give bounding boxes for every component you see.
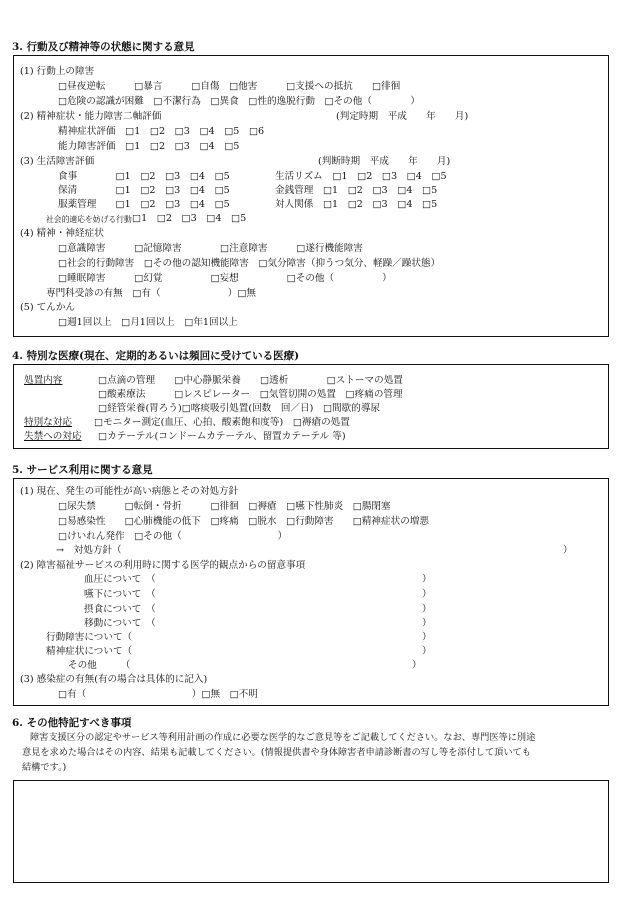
s5-swallow-close: ） bbox=[422, 589, 432, 600]
s3-medication-rating[interactable]: 服薬管理 □1 □2 □3 □4 □5 bbox=[58, 199, 230, 210]
s5-bp-close: ） bbox=[422, 574, 432, 585]
s3-psych-heading: (2) 精神症状・能力障害二軸評価 bbox=[20, 111, 162, 122]
s3-social-behavior-label: 社会的適応を妨げる行動 bbox=[46, 215, 132, 224]
s5-behavior-close: ） bbox=[422, 632, 432, 643]
s5-condition-row2[interactable]: □易感染性 □心肺機能の低下 □疼痛 □脱水 □行動障害 □精神症状の増悪 bbox=[58, 516, 429, 527]
s4-special-label: 特別な対応 bbox=[24, 417, 72, 428]
s5-policy-close: ） bbox=[563, 545, 573, 556]
s3-behavior-row2[interactable]: □危険の認識が困難 □不潔行為 □異食 □性的逸脱行動 □その他（ ） bbox=[58, 96, 420, 107]
s6-instruction-line3: 結構です。) bbox=[22, 762, 67, 773]
s6-instruction-line1: 障害支援区分の認定やサービス等利用計画の作成に必要な医学的なご意見等をご記載してください。なお、専門医等に別途 bbox=[30, 732, 536, 743]
s3-hygiene-rating[interactable]: 保清 □1 □2 □3 □4 □5 bbox=[58, 185, 230, 196]
s5-mobility-field[interactable]: 移動について （ bbox=[84, 618, 156, 629]
s6-instruction-line2: 意見を求めた場合はその内容、結果も記載してください。(情報提供書や身体障害者申請診断書の写し等を添付して頂いても bbox=[22, 747, 531, 758]
s3-ability-rating[interactable]: 能力障害評価 □1 □2 □3 □4 □5 bbox=[58, 141, 240, 152]
s5-other-field[interactable]: その他 （ bbox=[68, 660, 131, 671]
section6-title: 6. その他特記すべき事項 bbox=[12, 717, 132, 729]
s3-psych-symptom-rating[interactable]: 精神症状評価 □1 □2 □3 □4 □5 □6 bbox=[58, 126, 265, 137]
s5-condition-row3[interactable]: □けいれん発作 □その他（ ） bbox=[58, 531, 288, 542]
s3-life-timing: (判断時期 平成 年 月) bbox=[318, 156, 451, 167]
s3-psych-timing: (判定時期 平成 年 月) bbox=[336, 111, 469, 122]
s3-neuro-row1[interactable]: □意識障害 □記憶障害 □注意障害 □遂行機能障害 bbox=[58, 243, 363, 254]
s4-special-row[interactable]: □モニター測定(血圧、心拍、酸素飽和度等) □褥瘡の処置 bbox=[94, 417, 350, 428]
s4-treatment-row3[interactable]: □経管栄養(胃ろう)□喀痰吸引処置(回数 回／日) □間歇的導尿 bbox=[98, 403, 381, 414]
s3-behavior-heading: (1) 行動上の障害 bbox=[20, 66, 95, 77]
s5-eating-field[interactable]: 摂食について （ bbox=[84, 604, 156, 615]
s5-infection-heading: (3) 感染症の有無(有の場合は具体的に記入) bbox=[20, 674, 208, 685]
s5-eating-close: ） bbox=[422, 604, 432, 615]
s3-behavior-row1[interactable]: □昼夜逆転 □暴言 □自傷 □他害 □支援への抵抗 □徘徊 bbox=[58, 81, 401, 92]
section5-title: 5. サービス利用に関する意見 bbox=[12, 464, 153, 476]
s6-free-text-box[interactable] bbox=[13, 780, 609, 883]
s3-specialist-visit[interactable]: 専門科受診の有無 □有（ ）□無 bbox=[46, 288, 257, 299]
s3-epilepsy-heading: (5) てんかん bbox=[20, 302, 76, 313]
s5-other-close: ） bbox=[412, 660, 422, 671]
s5-condition-row1[interactable]: □尿失禁 □転倒・骨折 □徘徊 □褥瘡 □嚥下性肺炎 □腸閉塞 bbox=[58, 501, 391, 512]
s3-money-rating[interactable]: 金銭管理 □1 □2 □3 □4 □5 bbox=[275, 185, 438, 196]
s5-psych-close: ） bbox=[422, 646, 432, 657]
s5-condition-heading: (1) 現在、発生の可能性が高い病態とその対処方針 bbox=[20, 486, 239, 497]
s5-notes-heading: (2) 障害福祉サービスの利用時に関する医学的観点からの留意事項 bbox=[20, 560, 306, 571]
s5-infection-options[interactable]: □有（ ）□無 □不明 bbox=[58, 689, 258, 700]
s4-treatment-label: 処置内容 bbox=[24, 375, 63, 386]
s5-swallow-field[interactable]: 嚥下について （ bbox=[84, 589, 156, 600]
s4-incontinence-label: 失禁への対応 bbox=[24, 431, 82, 442]
s3-meal-rating[interactable]: 食事 □1 □2 □3 □4 □5 bbox=[58, 171, 230, 182]
s5-bp-field[interactable]: 血圧について （ bbox=[84, 574, 156, 585]
s3-epilepsy-options[interactable]: □週1回以上 □月1回以上 □年1回以上 bbox=[58, 317, 238, 328]
s3-relations-rating[interactable]: 対人関係 □1 □2 □3 □4 □5 bbox=[275, 199, 438, 210]
s5-behavior-field[interactable]: 行動障害について（ bbox=[46, 632, 133, 643]
s3-life-heading: (3) 生活障害評価 bbox=[20, 156, 95, 167]
s3-social-behavior-rating[interactable]: □1 □2 □3 □4 □5 bbox=[132, 213, 247, 224]
section4-title: 4. 特別な医療(現在、定期的あるいは頻回に受けている医療) bbox=[12, 350, 300, 362]
s5-psych-field[interactable]: 精神症状について（ bbox=[46, 646, 133, 657]
s3-neuro-row3[interactable]: □睡眠障害 □幻覚 □妄想 □その他（ ） bbox=[58, 273, 392, 284]
s3-neuro-row2[interactable]: □社会的行動障害 □その他の認知機能障害 □気分障害（抑うつ気分、軽躁／躁状態） bbox=[58, 258, 441, 269]
s3-rhythm-rating[interactable]: 生活リズム □1 □2 □3 □4 □5 bbox=[275, 171, 447, 182]
s5-mobility-close: ） bbox=[422, 618, 432, 629]
s4-treatment-row1[interactable]: □点滴の管理 □中心静脈栄養 □透析 □ストーマの処置 bbox=[98, 375, 403, 386]
s3-neuro-heading: (4) 精神・神経症状 bbox=[20, 228, 104, 239]
section3-title: 3. 行動及び精神等の状態に関する意見 bbox=[12, 41, 195, 53]
s4-incontinence-row[interactable]: □カテーテル(コンドームカテーテル、留置カテーテル 等) bbox=[98, 431, 346, 442]
s4-treatment-row2[interactable]: □酸素療法 □レスピレーター □気管切開の処置 □疼痛の管理 bbox=[98, 389, 403, 400]
s5-policy-field[interactable]: → 対処方針（ bbox=[56, 545, 122, 556]
